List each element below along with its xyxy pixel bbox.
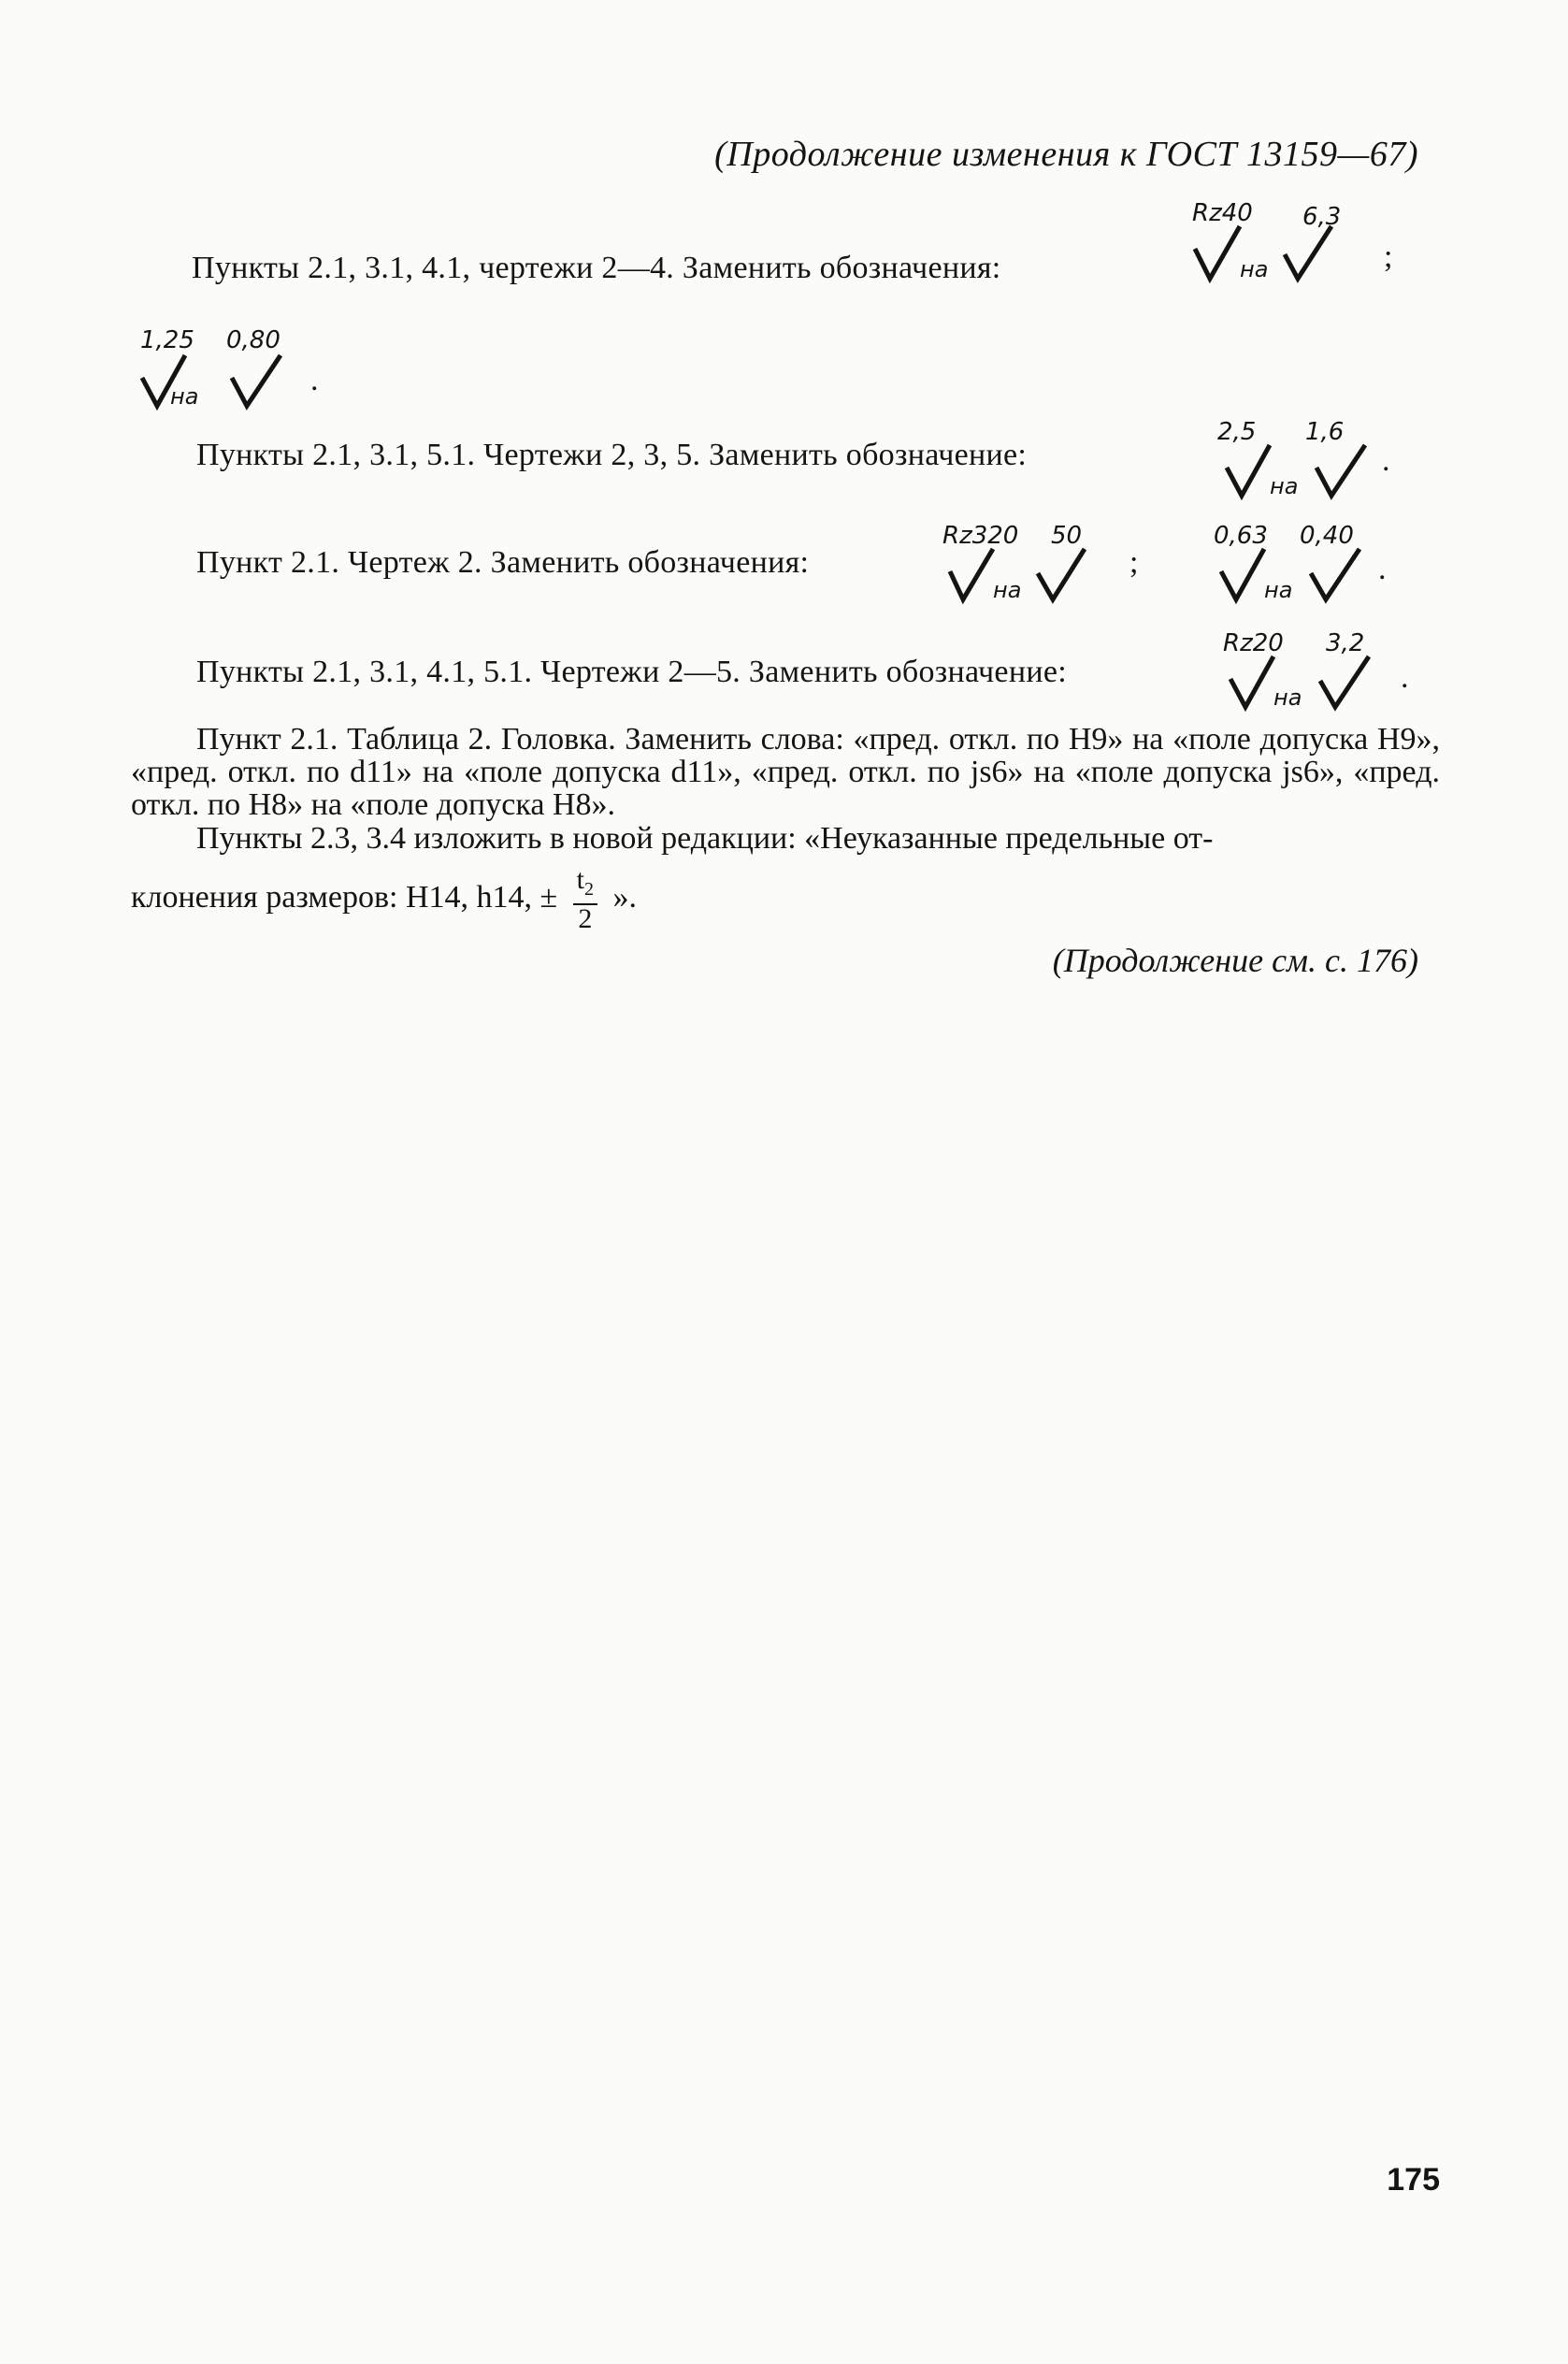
symbol-label-mid: на	[170, 383, 199, 410]
fraction	[573, 866, 597, 933]
page-number: 175	[1387, 2162, 1440, 2198]
roughness-symbol	[133, 322, 320, 420]
symbol-label-right: 50	[1051, 522, 1083, 550]
roughness-symbol	[1216, 625, 1393, 723]
roughness-symbol	[1206, 517, 1384, 615]
symbol-label-right: 6,3	[1302, 203, 1342, 231]
punctuation: .	[310, 363, 319, 397]
instruction-line-1: Пункты 2.1, 3.1, 4.1, чертежи 2—4. Заменить обозначения:	[192, 251, 1001, 285]
symbol-label-mid: на	[1273, 685, 1302, 711]
symbol-label-mid: на	[1270, 473, 1299, 499]
roughness-symbol	[1187, 198, 1374, 296]
fraction-denominator: 2	[578, 903, 593, 934]
punctuation: ;	[1384, 239, 1393, 274]
symbol-label-left: 2,5	[1217, 418, 1257, 446]
paragraph-new-edition: Пункты 2.3, 3.4 изложить в новой редакции: «Неуказанные предельные от-	[196, 821, 1214, 856]
continuation-note: (Продолжение см. с. 176)	[1052, 942, 1418, 979]
page-header: (Продолжение изменения к ГОСТ 13159—67)	[714, 135, 1418, 174]
closing-quote: ».	[612, 879, 638, 915]
symbol-label-left: Rz20	[1223, 629, 1284, 657]
punctuation: .	[1378, 552, 1387, 586]
instruction-line-2: Пункты 2.1, 3.1, 5.1. Чертежи 2, 3, 5. Заменить обозначение:	[196, 438, 1028, 472]
symbol-label-right: 1,6	[1305, 418, 1345, 446]
symbol-label-left: Rz40	[1192, 199, 1253, 227]
punctuation: .	[1401, 660, 1409, 695]
symbol-label-mid: на	[1264, 577, 1293, 603]
roughness-symbol	[1212, 411, 1389, 510]
symbol-label-mid: на	[993, 577, 1022, 603]
paragraph-deviations	[131, 866, 637, 933]
fraction-numerator: $t_2$	[573, 866, 597, 905]
paragraph-table-change: Пункт 2.1. Таблица 2. Головка. Заменить слова: «пред. откл. по H9» на «поле допуска H9», «пред. откл. по d11» на «поле допуска d11», «пред. откл. по js6» на «поле допуска js6», «пред. откл. по H8» на «поле допуска H8».	[131, 722, 1440, 822]
symbol-label-right: 3,2	[1326, 629, 1365, 657]
symbol-label-mid: на	[1240, 256, 1269, 282]
symbol-label-left: Rz320	[942, 522, 1019, 550]
instruction-line-4: Пункты 2.1, 3.1, 4.1, 5.1. Чертежи 2—5. Заменить обозначение:	[196, 655, 1067, 689]
symbol-label-left: 0,63	[1214, 522, 1268, 550]
roughness-symbol	[935, 517, 1113, 615]
instruction-line-3: Пункт 2.1. Чертеж 2. Заменить обозначения:	[196, 545, 810, 580]
symbol-label-right: 0,40	[1300, 522, 1354, 550]
deviation-text: клонения размеров: H14, h14, ±	[131, 879, 558, 915]
symbol-label-right: 0,80	[226, 326, 281, 354]
punctuation: ;	[1129, 545, 1139, 580]
punctuation: .	[1382, 443, 1390, 478]
symbol-label-left: 1,25	[140, 326, 194, 354]
